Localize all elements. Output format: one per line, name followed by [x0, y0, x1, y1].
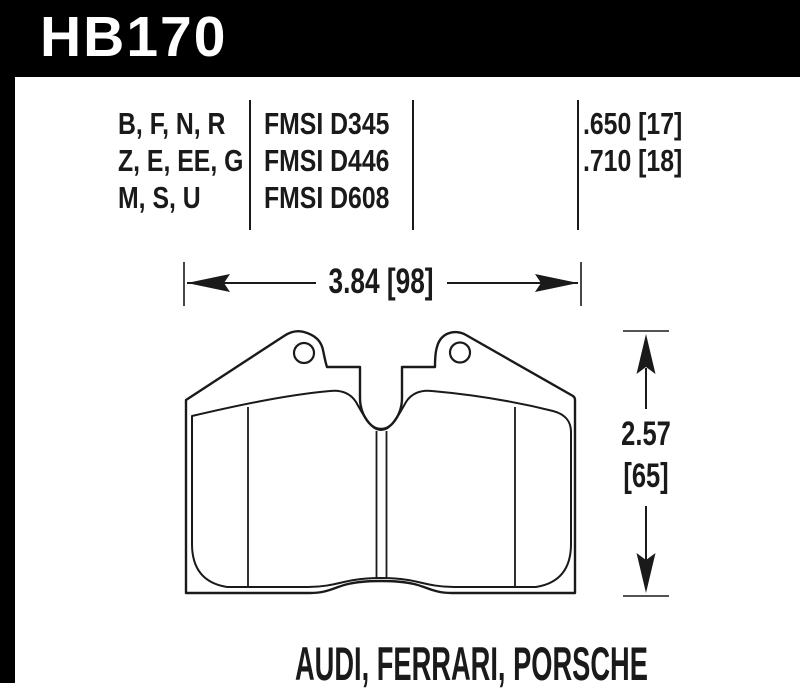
pad-thickness-row-2: .710 [18]	[583, 143, 683, 178]
compound-codes-row-3: M, S, U	[118, 180, 201, 215]
fmsi-row-2: FMSI D446	[264, 143, 390, 178]
right-ear-hole	[450, 343, 470, 363]
width-arrowhead-right	[535, 274, 578, 292]
fmsi-row-1: FMSI D345	[264, 106, 390, 141]
part-number-title: HB170	[40, 5, 228, 69]
backing-plate-outline	[186, 331, 575, 593]
width-dimension-label: 3.84 [98]	[328, 262, 434, 301]
width-arrowhead-left	[187, 274, 230, 292]
height-dimension-label-inches: 2.57	[621, 415, 671, 453]
pad-thickness-row-1: .650 [17]	[583, 106, 683, 141]
height-dimension-label-mm: [65]	[623, 457, 669, 495]
compound-codes-row-1: B, F, N, R	[118, 106, 226, 141]
left-ear-hole	[294, 343, 314, 363]
compound-codes-row-2: Z, E, EE, G	[118, 143, 244, 178]
vehicle-applications: AUDI, FERRARI, PORSCHE	[295, 637, 648, 690]
fmsi-row-3: FMSI D608	[264, 180, 390, 215]
